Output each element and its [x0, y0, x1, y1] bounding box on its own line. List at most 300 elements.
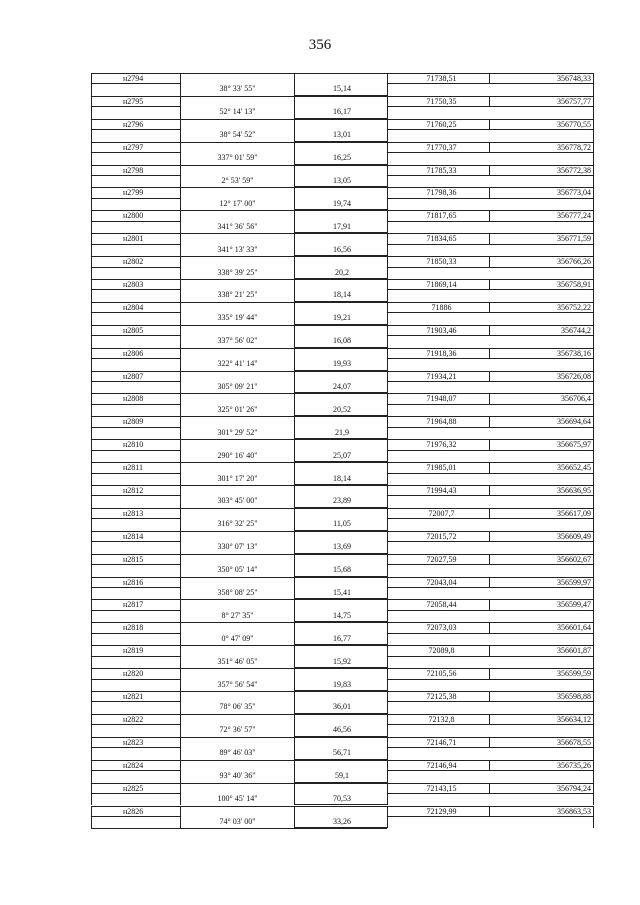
table-rule: [387, 359, 388, 370]
y-coordinate-cell: 356757,77: [489, 96, 594, 107]
y-coordinate-cell: 356771,59: [489, 233, 594, 244]
point-cell: н2810: [91, 439, 180, 450]
table-row: [91, 599, 594, 622]
table-row: [91, 439, 594, 462]
table-rule: [593, 130, 594, 141]
x-coordinate-cell: 71760,25: [387, 119, 489, 130]
y-coordinate-cell: 356602,67: [489, 554, 594, 565]
point-cell: н2819: [91, 645, 180, 656]
table-rule: [91, 451, 92, 462]
table-rule: [387, 794, 388, 805]
table-rule: [593, 405, 594, 416]
table-rule: [593, 588, 594, 599]
table-rule: [294, 806, 295, 817]
table-rule: [593, 153, 594, 164]
table-row: [91, 416, 594, 439]
x-coordinate-cell: 71817,65: [387, 210, 489, 221]
y-coordinate-cell: 356652,45: [489, 462, 594, 473]
table-rule: [593, 451, 594, 462]
table-row: [91, 73, 594, 96]
point-cell: н2805: [91, 325, 180, 336]
table-rule: [91, 405, 92, 416]
table-rule: [91, 336, 92, 347]
point-cell: н2821: [91, 691, 180, 702]
table-rule: [387, 336, 388, 347]
table-rule: [294, 599, 295, 610]
table-rule: [180, 325, 181, 336]
angle-cell: 341° 36' 56": [180, 222, 294, 233]
table-rule: [180, 645, 181, 656]
table-rule: [593, 519, 594, 530]
table-rule: [91, 680, 92, 691]
table-row: [91, 760, 594, 783]
table-row: [91, 714, 594, 737]
table-rule: [91, 222, 92, 233]
y-coordinate-cell: 356738,16: [489, 348, 594, 359]
angle-cell: 52° 14' 13": [180, 107, 294, 118]
angle-cell: 38° 54' 52": [180, 130, 294, 141]
table-rule: [294, 73, 295, 84]
table-rule: [593, 382, 594, 393]
table-rule: [387, 313, 388, 324]
table-rule: [294, 554, 295, 565]
y-coordinate-cell: 356599,47: [489, 599, 594, 610]
point-cell: н2820: [91, 668, 180, 679]
point-cell: н2815: [91, 554, 180, 565]
point-cell: н2807: [91, 371, 180, 382]
point-cell: н2825: [91, 783, 180, 794]
table-rule: [294, 531, 295, 542]
table-rule: [593, 496, 594, 507]
table-rule: [593, 313, 594, 324]
table-rule: [387, 382, 388, 393]
table-rule: [180, 73, 387, 74]
angle-cell: 12° 17' 00": [180, 199, 294, 210]
y-coordinate-cell: 356752,22: [489, 302, 594, 313]
table-rule: [91, 542, 92, 553]
table-rule: [91, 84, 92, 95]
table-rule: [294, 210, 295, 221]
table-rule: [180, 531, 181, 542]
table-row: [91, 233, 594, 256]
table-rule: [91, 153, 92, 164]
table-rule: [91, 725, 92, 736]
length-cell: 70,53: [294, 794, 387, 805]
angle-cell: 335° 19' 44": [180, 313, 294, 324]
point-cell: н2803: [91, 279, 180, 290]
table-rule: [91, 359, 92, 370]
table-rule: [294, 645, 295, 656]
angle-cell: 351° 46' 05": [180, 657, 294, 668]
point-cell: н2802: [91, 256, 180, 267]
table-row: [91, 96, 594, 119]
angle-cell: 325° 01' 26": [180, 405, 294, 416]
table-rule: [180, 691, 181, 702]
table-rule: [593, 680, 594, 691]
table-rule: [91, 130, 92, 141]
table-rule: [387, 771, 388, 782]
table-rule: [294, 622, 295, 633]
table-rule: [91, 817, 92, 828]
table-rule: [180, 760, 181, 771]
angle-cell: 330° 07' 13": [180, 542, 294, 553]
table-rule: [294, 371, 295, 382]
table-row: [91, 508, 594, 531]
point-cell: н2804: [91, 302, 180, 313]
table-rule: [593, 817, 594, 828]
table-rule: [180, 233, 181, 244]
table-rule: [294, 256, 295, 267]
length-cell: 13,69: [294, 542, 387, 553]
y-coordinate-cell: 356675,97: [489, 439, 594, 450]
table-rule: [387, 496, 388, 507]
y-coordinate-cell: 356678,55: [489, 737, 594, 748]
table-rule: [91, 199, 92, 210]
table-rule: [180, 439, 181, 450]
table-rule: [91, 828, 387, 829]
table-rule: [294, 783, 295, 794]
table-rule: [180, 371, 181, 382]
table-row: [91, 165, 594, 188]
table-rule: [387, 519, 388, 530]
table-rule: [593, 565, 594, 576]
point-cell: н2816: [91, 577, 180, 588]
length-cell: 19,93: [294, 359, 387, 370]
table-rule: [91, 794, 92, 805]
table-rule: [91, 611, 92, 622]
table-rule: [294, 96, 295, 107]
y-coordinate-cell: 356609,49: [489, 531, 594, 542]
table-rule: [294, 691, 295, 702]
table-rule: [593, 748, 594, 759]
x-coordinate-cell: 71750,35: [387, 96, 489, 107]
table-rule: [91, 771, 92, 782]
table-rule: [294, 462, 295, 473]
table-rule: [387, 565, 388, 576]
y-coordinate-cell: 356706,4: [489, 393, 594, 404]
table-rule: [593, 199, 594, 210]
table-rule: [180, 187, 181, 198]
table-rule: [294, 302, 295, 313]
table-rule: [91, 519, 92, 530]
x-coordinate-cell: 72089,8: [387, 645, 489, 656]
table-rule: [294, 279, 295, 290]
table-row: [91, 485, 594, 508]
table-rule: [593, 222, 594, 233]
table-rule: [593, 107, 594, 118]
length-cell: 24,07: [294, 382, 387, 393]
length-cell: 13,05: [294, 176, 387, 187]
table-rule: [387, 748, 388, 759]
angle-cell: 337° 01' 59": [180, 153, 294, 164]
x-coordinate-cell: 72125,38: [387, 691, 489, 702]
length-cell: 36,01: [294, 702, 387, 713]
x-coordinate-cell: 72007,7: [387, 508, 489, 519]
y-coordinate-cell: 356766,26: [489, 256, 594, 267]
table-rule: [387, 290, 388, 301]
angle-cell: 350° 05' 14": [180, 565, 294, 576]
table-rule: [180, 96, 181, 107]
table-rule: [91, 702, 92, 713]
table-rule: [593, 359, 594, 370]
table-rule: [387, 107, 388, 118]
angle-cell: 89° 46' 03": [180, 748, 294, 759]
length-cell: 18,14: [294, 474, 387, 485]
table-rule: [294, 119, 295, 130]
table-row: [91, 279, 594, 302]
table-rule: [387, 199, 388, 210]
table-rule: [387, 222, 388, 233]
table-rule: [387, 588, 388, 599]
y-coordinate-cell: 356773,04: [489, 187, 594, 198]
angle-cell: 100° 45' 14": [180, 794, 294, 805]
table-rule: [593, 428, 594, 439]
length-cell: 15,41: [294, 588, 387, 599]
x-coordinate-cell: 71869,14: [387, 279, 489, 290]
length-cell: 25,07: [294, 451, 387, 462]
angle-cell: 0° 47' 09": [180, 634, 294, 645]
table-row: [91, 187, 594, 210]
y-coordinate-cell: 356778,72: [489, 142, 594, 153]
table-rule: [294, 187, 295, 198]
x-coordinate-cell: 71850,33: [387, 256, 489, 267]
table-rule: [294, 714, 295, 725]
table-rule: [294, 142, 295, 153]
table-rule: [180, 393, 181, 404]
length-cell: 16,25: [294, 153, 387, 164]
angle-cell: 303° 45' 00": [180, 496, 294, 507]
table-rule: [593, 268, 594, 279]
angle-cell: 301° 29' 52": [180, 428, 294, 439]
table-rule: [593, 611, 594, 622]
table-rule: [387, 680, 388, 691]
angle-cell: 78° 06' 35": [180, 702, 294, 713]
x-coordinate-cell: 72027,59: [387, 554, 489, 565]
table-rule: [180, 577, 181, 588]
y-coordinate-cell: 356726,08: [489, 371, 594, 382]
table-rule: [180, 416, 181, 427]
y-coordinate-cell: 356617,09: [489, 508, 594, 519]
table-rule: [387, 451, 388, 462]
y-coordinate-cell: 356758,91: [489, 279, 594, 290]
table-rule: [180, 119, 181, 130]
table-row: [91, 806, 594, 829]
table-row: [91, 256, 594, 279]
table-rule: [294, 233, 295, 244]
length-cell: 19,21: [294, 313, 387, 324]
table-row: [91, 622, 594, 645]
point-cell: н2806: [91, 348, 180, 359]
length-cell: 11,05: [294, 519, 387, 530]
length-cell: 15,92: [294, 657, 387, 668]
angle-cell: 301° 17' 20": [180, 474, 294, 485]
x-coordinate-cell: 71934,21: [387, 371, 489, 382]
table-rule: [593, 634, 594, 645]
x-coordinate-cell: 71798,36: [387, 187, 489, 198]
table-rule: [180, 714, 181, 725]
coordinates-table: [91, 73, 594, 828]
table-rule: [593, 290, 594, 301]
point-cell: н2818: [91, 622, 180, 633]
table-rule: [180, 806, 181, 817]
table-row: [91, 210, 594, 233]
table-rule: [294, 165, 295, 176]
length-cell: 20,2: [294, 268, 387, 279]
length-cell: 16,17: [294, 107, 387, 118]
table-rule: [91, 268, 92, 279]
table-rule: [180, 165, 181, 176]
angle-cell: 322° 41' 14": [180, 359, 294, 370]
point-cell: н2798: [91, 165, 180, 176]
angle-cell: 341° 13' 33": [180, 245, 294, 256]
table-rule: [593, 702, 594, 713]
point-cell: н2822: [91, 714, 180, 725]
table-rule: [387, 84, 388, 95]
y-coordinate-cell: 356735,26: [489, 760, 594, 771]
point-cell: н2811: [91, 462, 180, 473]
table-rule: [91, 496, 92, 507]
table-row: [91, 302, 594, 325]
x-coordinate-cell: 71785,33: [387, 165, 489, 176]
length-cell: 17,91: [294, 222, 387, 233]
angle-cell: 72° 36' 57": [180, 725, 294, 736]
y-coordinate-cell: 356777,24: [489, 210, 594, 221]
table-rule: [593, 794, 594, 805]
x-coordinate-cell: 71918,36: [387, 348, 489, 359]
angle-cell: 38° 33' 55": [180, 84, 294, 95]
x-coordinate-cell: 72073,03: [387, 622, 489, 633]
y-coordinate-cell: 356770,55: [489, 119, 594, 130]
point-cell: н2796: [91, 119, 180, 130]
table-row: [91, 645, 594, 668]
table-rule: [387, 130, 388, 141]
point-cell: н2797: [91, 142, 180, 153]
angle-cell: 338° 39' 25": [180, 268, 294, 279]
point-cell: н2801: [91, 233, 180, 244]
table-row: [91, 393, 594, 416]
table-rule: [593, 657, 594, 668]
y-coordinate-cell: 356636,95: [489, 485, 594, 496]
table-row: [91, 119, 594, 142]
x-coordinate-cell: 72143,15: [387, 783, 489, 794]
x-coordinate-cell: 72129,99: [387, 806, 489, 817]
table-rule: [180, 279, 181, 290]
table-rule: [387, 634, 388, 645]
angle-cell: 2° 53' 59": [180, 176, 294, 187]
table-rule: [387, 176, 388, 187]
table-rule: [387, 428, 388, 439]
point-cell: н2813: [91, 508, 180, 519]
table-rule: [294, 760, 295, 771]
table-rule: [387, 474, 388, 485]
x-coordinate-cell: 71948,07: [387, 393, 489, 404]
table-rule: [593, 336, 594, 347]
table-row: [91, 348, 594, 371]
y-coordinate-cell: 356598,88: [489, 691, 594, 702]
angle-cell: 305° 09' 21": [180, 382, 294, 393]
table-rule: [593, 771, 594, 782]
table-rule: [180, 210, 181, 221]
table-row: [91, 325, 594, 348]
page-number: 356: [308, 37, 332, 53]
table-rule: [593, 176, 594, 187]
angle-cell: 290° 16' 40": [180, 451, 294, 462]
table-rule: [180, 622, 181, 633]
x-coordinate-cell: 71834,65: [387, 233, 489, 244]
table-rule: [180, 737, 181, 748]
table-rule: [180, 348, 181, 359]
length-cell: 13,01: [294, 130, 387, 141]
table-rule: [91, 313, 92, 324]
x-coordinate-cell: 72043,04: [387, 577, 489, 588]
angle-cell: 358° 08' 25": [180, 588, 294, 599]
table-rule: [593, 725, 594, 736]
table-rule: [387, 542, 388, 553]
angle-cell: 337° 56' 02": [180, 336, 294, 347]
length-cell: 56,71: [294, 748, 387, 759]
angle-cell: 8° 27' 35": [180, 611, 294, 622]
y-coordinate-cell: 356694,64: [489, 416, 594, 427]
length-cell: 18,14: [294, 290, 387, 301]
table-rule: [91, 588, 92, 599]
table-rule: [180, 599, 181, 610]
table-rule: [180, 462, 181, 473]
table-rule: [180, 73, 181, 84]
length-cell: 23,89: [294, 496, 387, 507]
table-rule: [180, 508, 181, 519]
point-cell: н2812: [91, 485, 180, 496]
point-cell: н2795: [91, 96, 180, 107]
length-cell: 16,77: [294, 634, 387, 645]
table-row: [91, 371, 594, 394]
y-coordinate-cell: 356863,53: [489, 806, 594, 817]
table-row: [91, 691, 594, 714]
point-cell: н2809: [91, 416, 180, 427]
table-rule: [91, 107, 92, 118]
table-rule: [180, 485, 181, 496]
table-row: [91, 462, 594, 485]
table-rule: [593, 542, 594, 553]
table-rule: [91, 634, 92, 645]
point-cell: н2799: [91, 187, 180, 198]
point-cell: н2794: [91, 73, 180, 84]
length-cell: 16,08: [294, 336, 387, 347]
y-coordinate-cell: 356599,59: [489, 668, 594, 679]
point-cell: н2826: [91, 806, 180, 817]
length-cell: 15,14: [294, 84, 387, 95]
length-cell: 16,56: [294, 245, 387, 256]
point-cell: н2800: [91, 210, 180, 221]
y-coordinate-cell: 356748,33: [489, 73, 594, 84]
point-cell: н2814: [91, 531, 180, 542]
y-coordinate-cell: 356634,12: [489, 714, 594, 725]
point-cell: н2823: [91, 737, 180, 748]
table-rule: [593, 84, 594, 95]
table-rule: [180, 668, 181, 679]
x-coordinate-cell: 72146,71: [387, 737, 489, 748]
angle-cell: 338° 21' 25": [180, 290, 294, 301]
table-row: [91, 737, 594, 760]
table-rule: [91, 474, 92, 485]
table-rule: [180, 554, 181, 565]
table-rule: [387, 153, 388, 164]
point-cell: н2808: [91, 393, 180, 404]
y-coordinate-cell: 356601,64: [489, 622, 594, 633]
table-rule: [387, 245, 388, 256]
table-row: [91, 142, 594, 165]
table-rule: [91, 290, 92, 301]
table-rule: [180, 142, 181, 153]
